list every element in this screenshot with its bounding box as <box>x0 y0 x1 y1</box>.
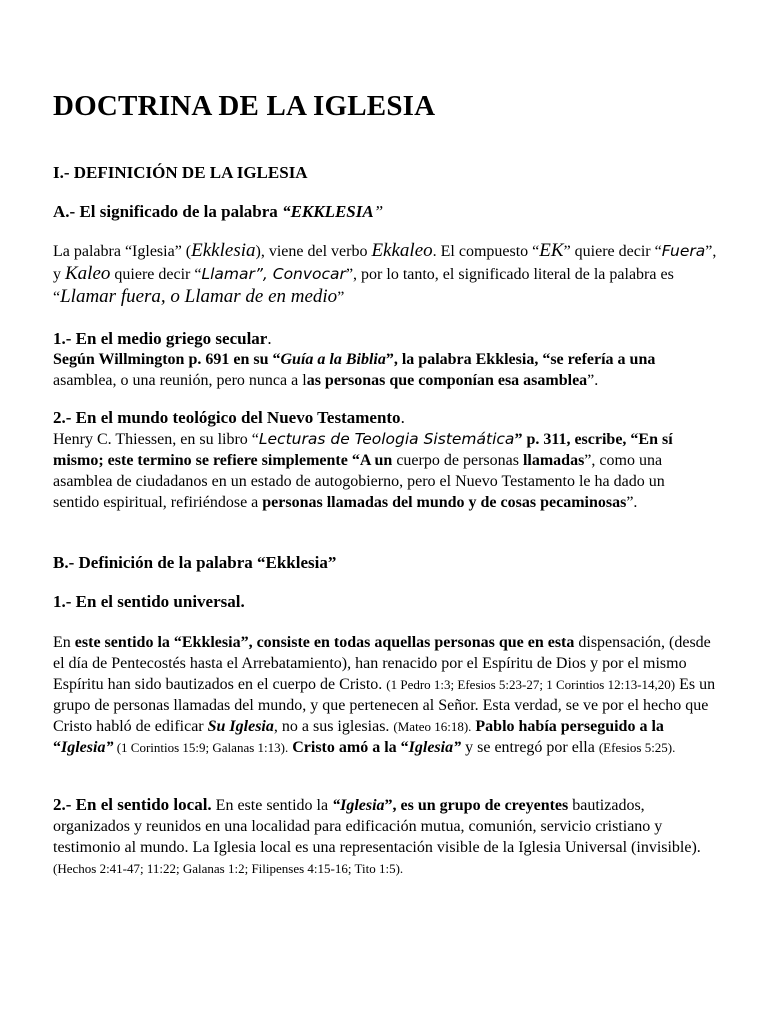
universal-term-su-iglesia: Su Iglesia <box>207 718 274 735</box>
willmington-text-2: ”, la palabra Ekklesia, “se refería a una <box>385 351 656 368</box>
heading-text: A.- El significado de la palabra <box>53 202 283 221</box>
universal-text-5: , no a sus iglesias. <box>273 718 394 735</box>
etym-text-4: ” quiere decir “ <box>563 243 662 260</box>
universal-reference-4: (Efesios 5:25). <box>598 740 676 755</box>
paragraph-local <box>53 794 718 879</box>
universal-text-6: Pablo había perseguido a la “ <box>53 718 664 756</box>
heading-mundo-teologico-text: 2.- En el mundo teológico del Nuevo Testamento <box>53 408 401 427</box>
etym-term-ekkaleo: Ekkaleo <box>371 240 433 261</box>
local-reference: (Hechos 2:41-47; 11:22; Galanas 1:2; Filipenses 4:15-16; Tito 1:5). <box>53 861 404 876</box>
heading-medio-griego-text: 1.- En el medio griego secular <box>53 329 268 348</box>
etym-text-7: ”, por lo tanto, el significado literal de la palabra es “ <box>53 266 674 306</box>
etym-term-ekklesia: Ekklesia <box>191 240 256 261</box>
etym-term-fuera: Fuera <box>661 242 706 260</box>
heading-medio-griego <box>53 329 272 349</box>
heading-medio-griego-period: . <box>267 329 272 348</box>
universal-text-4: Es un grupo de personas llamadas del mundo, y que pertenecen al Señor. Esta verdad, se ve por el hecho que Cristo habló de edificar <box>53 676 716 735</box>
local-text-3: bautizados, organizados y reunidos en una localidad para edificación mutua, comunión, servicio cristiano y testimonio al mundo. La Iglesia local es una representación visible de la Iglesia Universal (invisible). <box>53 797 701 856</box>
willmington-book-title: Guía a la Biblia <box>280 351 386 368</box>
local-heading: 2.- En el sentido local. <box>53 795 212 814</box>
willmington-text-3: asamblea, o una reunión, pero nunca a l <box>53 372 307 389</box>
local-term-iglesia: “Iglesia <box>332 797 385 814</box>
etym-term-kaleo: Kaleo <box>65 263 111 284</box>
thiessen-term-llamadas: llamadas <box>522 452 585 469</box>
thiessen-text-5: personas llamadas del mundo y de cosas pecaminosas <box>262 494 627 511</box>
heading-term-close: ” <box>373 202 384 221</box>
universal-term-iglesia-2: Iglesia” <box>408 739 462 756</box>
heading-term: “EKKLESIA <box>282 202 374 221</box>
thiessen-text-2: ” p. 311, escribe, “En sí mismo; este termino se refiere simplemente “A un <box>53 431 673 469</box>
etym-text-3: . El compuesto “ <box>432 243 540 260</box>
universal-reference-3: (1 Corintios 15:9; Galanas 1:13). <box>113 740 289 755</box>
etym-text-5: ”, y <box>53 243 717 283</box>
page-title: DOCTRINA DE LA IGLESIA <box>53 90 436 122</box>
thiessen-text-1: Henry C. Thiessen, en su libro “ <box>53 431 259 448</box>
etym-term-llamar-fuera: Llamar fuera, o Llamar de en medio <box>60 286 338 307</box>
thiessen-text-3: cuerpo de personas <box>392 452 523 469</box>
universal-reference-1: (1 Pedro 1:3; Efesios 5:23-27; 1 Corintios 12:13-14,20) <box>386 677 676 692</box>
section-heading-definicion: I.- DEFINICIÓN DE LA IGLESIA <box>53 163 308 182</box>
subsection-heading-definicion-palabra: B.- Definición de la palabra “Ekklesia” <box>53 553 337 572</box>
subsection-heading-significado <box>53 202 383 222</box>
etym-term-llamar: Llamar”, Convocar <box>201 265 346 283</box>
heading-mundo-teologico-period: . <box>400 408 405 427</box>
thiessen-text-4: ”, como una asamblea de ciudadanos en un estado de autogobierno, pero el Nuevo Testamento le ha dado un sentido espiritual, refiriéndose a <box>53 452 665 511</box>
local-text-2: ”, es un grupo de creyentes <box>384 797 569 814</box>
etym-text-1: La palabra “Iglesia” ( <box>53 243 192 260</box>
universal-text-7: Cristo amó a la “ <box>288 739 409 756</box>
etym-text-6: quiere decir “ <box>110 266 202 283</box>
universal-reference-2: (Mateo 16:18). <box>393 719 472 734</box>
heading-sentido-universal: 1.- En el sentido universal. <box>53 592 245 611</box>
thiessen-text-6: ”. <box>626 494 638 511</box>
universal-term-iglesia-1: Iglesia” <box>61 739 114 756</box>
paragraph-etymology <box>53 240 718 309</box>
universal-text-1: En <box>53 634 75 651</box>
etym-text-2: ), viene del verbo <box>255 243 372 260</box>
thiessen-book-title: Lecturas de Teologia Sistemática <box>258 430 515 448</box>
paragraph-willmington <box>53 349 718 391</box>
universal-text-2: este sentido la “Ekklesia”, consiste en todas aquellas personas que en esta <box>74 634 575 651</box>
willmington-text-4: as personas que componían esa asamblea <box>306 372 588 389</box>
willmington-text-5: ”. <box>587 372 599 389</box>
universal-text-8: y se entregó por ella <box>461 739 599 756</box>
willmington-text-1: Según Willmington p. 691 en su “ <box>53 351 281 368</box>
paragraph-thiessen <box>53 429 673 513</box>
paragraph-universal <box>53 632 718 758</box>
etym-term-ek: EK <box>539 240 564 261</box>
local-text-1: En este sentido la <box>211 797 333 814</box>
universal-text-3: dispensación, (desde el día de Pentecostés hasta el Arrebatamiento), han renacido por el Espíritu de Dios y por el mismo Espíritu han sido bautizados en el cuerpo de Cristo. <box>53 634 711 693</box>
heading-mundo-teologico <box>53 408 405 428</box>
etym-text-8: ” <box>337 289 345 306</box>
